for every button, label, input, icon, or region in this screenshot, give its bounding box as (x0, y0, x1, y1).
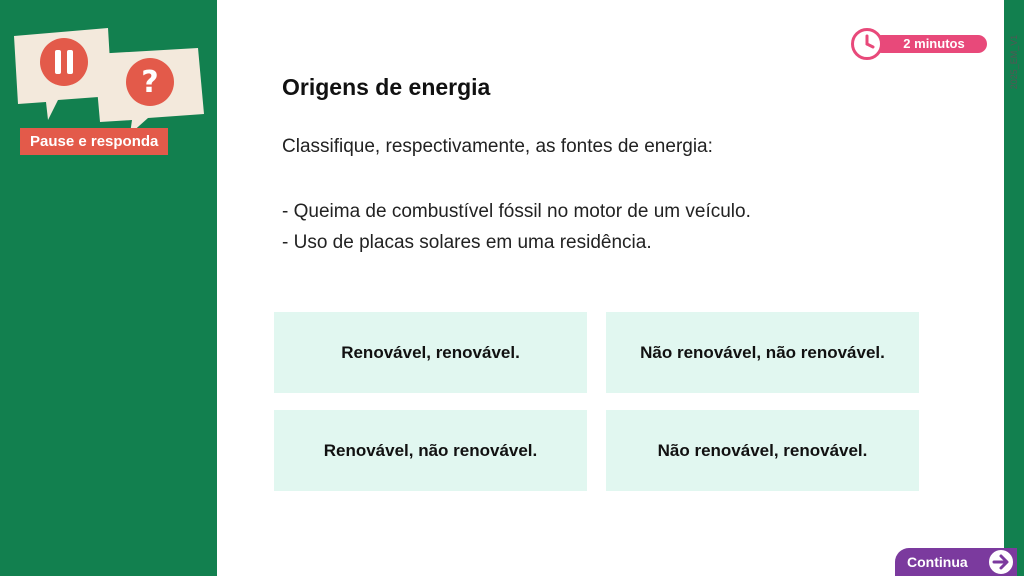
version-tag: 2025_EM_V1 (1009, 34, 1019, 90)
sidebar-panel (0, 0, 217, 576)
question-bubble-icon (94, 48, 204, 134)
answer-option[interactable]: Renovável, renovável. (274, 312, 587, 393)
timer-badge (851, 28, 991, 60)
pause-question-graphic (8, 24, 208, 134)
page-title: Origens de energia (282, 74, 491, 100)
timer-label: 2 minutos (873, 35, 987, 53)
svg-text:?: ? (141, 65, 159, 100)
continue-button[interactable] (895, 548, 1017, 576)
pause-respond-badge: Pause e responda (20, 128, 168, 155)
answer-option[interactable]: Não renovável, renovável. (606, 410, 919, 491)
continue-label: Continua (907, 554, 968, 570)
question-item: - Queima de combustível fóssil no motor de um veículo. (282, 201, 751, 222)
answer-option[interactable]: Renovável, não renovável. (274, 410, 587, 491)
clock-icon (851, 28, 883, 60)
question-item: - Uso de placas solares em uma residência. (282, 232, 652, 253)
question-prompt: Classifique, respectivamente, as fontes de energia: (282, 136, 713, 157)
arrow-right-icon (987, 548, 1015, 576)
answer-option[interactable]: Não renovável, não renovável. (606, 312, 919, 393)
